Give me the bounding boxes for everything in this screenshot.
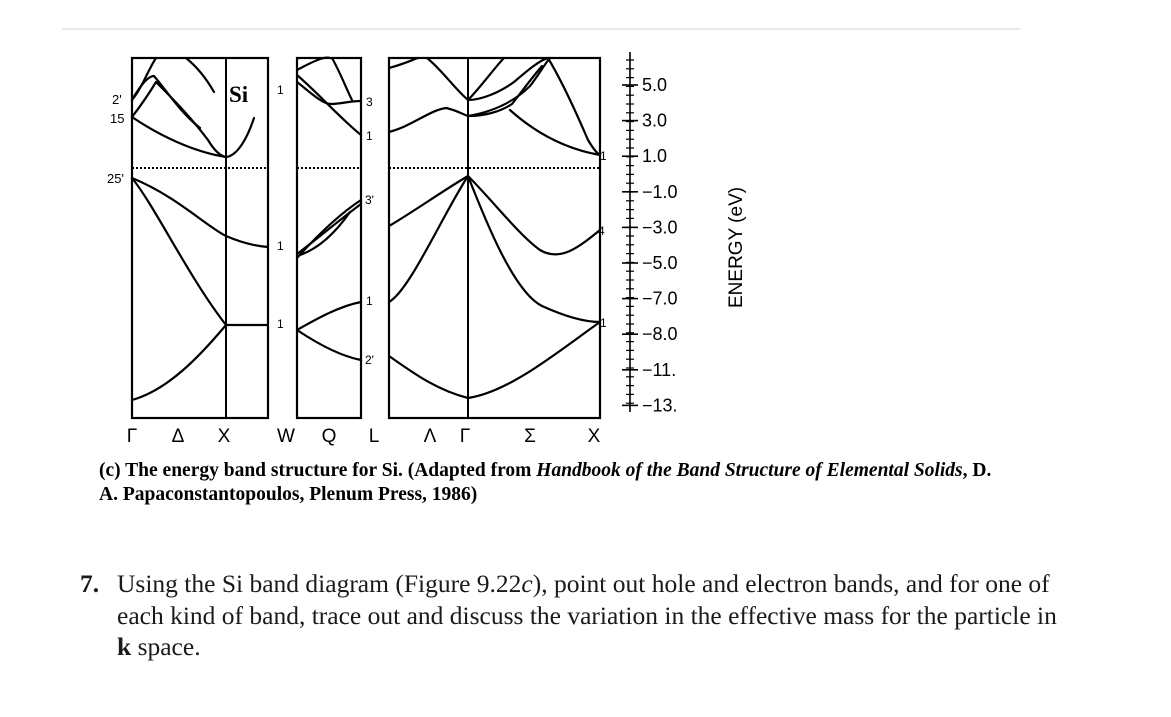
- band-p2-top-c: [297, 75, 361, 135]
- band-p2-top-a: [297, 58, 330, 70]
- band-p1-conduction-c: [132, 117, 226, 157]
- energy-tick-label: 1.0: [642, 146, 668, 167]
- k-label-x-2: X: [587, 426, 601, 447]
- ann-7: 1: [277, 317, 284, 331]
- ann-5: 1: [277, 239, 284, 253]
- band-p2-mid-b: [297, 204, 361, 254]
- band-p2-low-b: [297, 330, 361, 360]
- ann-4: 3': [365, 193, 374, 207]
- band-p1-upper-steep: [186, 58, 214, 92]
- ann-6: 1: [366, 294, 373, 308]
- band-p3-valence-c: [468, 176, 600, 254]
- band-p2-low-a: [297, 302, 361, 330]
- ann-3: 1: [366, 129, 373, 143]
- state-label-2prime: 2': [112, 92, 122, 107]
- k-label-delta: Δ: [171, 426, 185, 447]
- material-label: Si: [229, 82, 249, 107]
- band-p1-valence-top-b: [132, 178, 226, 325]
- ann-10: 1: [600, 149, 607, 163]
- question-number: 7.: [80, 569, 100, 598]
- panel-gamma-x: [132, 58, 268, 418]
- ann-11: 1: [600, 316, 607, 330]
- ann-1: 1: [277, 83, 284, 97]
- energy-tick-label: −3.0: [642, 217, 678, 238]
- question-text-italic: c: [521, 569, 533, 598]
- caption-part2: , D. A. Papaconstantopoulos, Plenum Press, 1986): [99, 460, 992, 505]
- energy-tick-label: −7.0: [642, 288, 678, 309]
- band-p1-conduction-d: [132, 82, 226, 157]
- k-label-x-1: X: [217, 426, 231, 447]
- k-label-gamma-1: Γ: [126, 426, 138, 447]
- energy-tick-label: −5.0: [642, 253, 678, 273]
- state-label-15: 15: [110, 111, 125, 126]
- energy-tick-label: 5.0: [642, 75, 668, 95]
- energy-tick-label: −13.: [642, 395, 678, 416]
- ann-9: 4: [598, 224, 605, 238]
- question-text-before: Using the Si band diagram (Figure 9.22: [117, 569, 522, 598]
- band-p3-top-a: [389, 58, 418, 68]
- k-label-w: W: [277, 426, 295, 447]
- ann-8: 2': [365, 353, 374, 367]
- k-label-l: L: [368, 426, 380, 447]
- band-p3-valence-low-b: [468, 322, 600, 398]
- energy-tick-labels: [642, 75, 678, 415]
- k-label-q: Q: [321, 426, 337, 447]
- band-p3-valence-b: [389, 176, 468, 302]
- band-p3-valence-a: [389, 176, 468, 226]
- k-label-lambda: Λ: [423, 426, 437, 447]
- state-label-25prime: 25': [107, 171, 124, 186]
- question-7: [80, 568, 1070, 663]
- k-label-gamma-2: Γ: [459, 426, 471, 447]
- band-p1-lowest-conduction: [226, 118, 254, 157]
- energy-tick-label: −1.0: [642, 181, 678, 202]
- energy-tick-label: 3.0: [642, 110, 668, 131]
- band-p3-cond-d: [510, 110, 600, 155]
- question-text-end: space.: [131, 632, 201, 661]
- band-p3-valence-low-a: [389, 356, 468, 398]
- question-text-mid: ), point out hole and electron bands, and for one of each kind of band, trace out and discuss the variation in the effective mass for the particle in: [117, 569, 1057, 630]
- question-text: [117, 568, 1070, 663]
- ann-2: 3: [366, 95, 373, 109]
- band-p1-valence-top-a: [132, 178, 268, 247]
- k-label-sigma: Σ: [524, 426, 536, 447]
- energy-tick-label: −11.: [642, 359, 677, 380]
- figure-caption: [99, 459, 999, 507]
- band-p3-top-d: [389, 108, 468, 132]
- energy-axis-label: ENERGY (eV): [726, 186, 747, 308]
- caption-italic-title: Handbook of the Band Structure of Elemental Solids: [536, 460, 963, 481]
- band-p2-top-d: [332, 58, 352, 100]
- band-p3-cond-b: [468, 66, 542, 116]
- band-p1-valence-low: [132, 325, 226, 400]
- energy-tick-label: −8.0: [642, 324, 678, 345]
- caption-part1: (c) The energy band structure for Si. (Adapted from: [99, 460, 537, 481]
- question-text-bold-k: k: [117, 632, 132, 661]
